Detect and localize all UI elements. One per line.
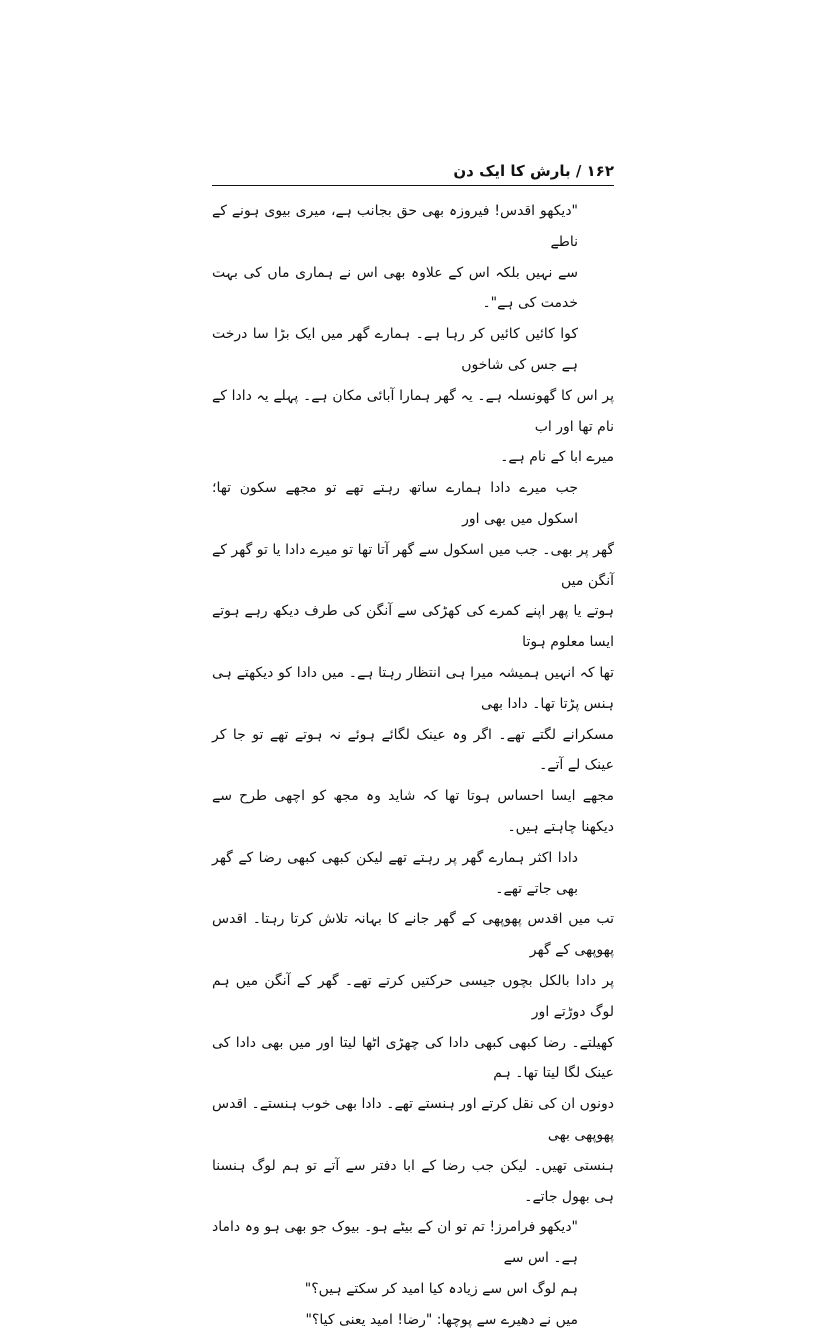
text-line: دونوں ان کی نقل کرتے اور ہنستے تھے۔ دادا بھی خوب ہنستے۔ اقدس پھوپھی بھی <box>212 1096 614 1143</box>
paragraph <box>212 319 614 473</box>
text-line: پر اس کا گھونسلہ ہے۔ یہ گھر ہمارا آبائی مکان ہے۔ پہلے یہ دادا کے نام تھا اور اب <box>212 387 614 435</box>
text-line: جب میرے دادا ہمارے ساتھ رہتے تھے تو مجھے سکون تھا؛ اسکول میں بھی اور <box>212 480 578 527</box>
text-line: "دیکھو اقدس! فیروزہ بھی حق بجانب ہے، میری بیوی ہونے کے ناطے <box>212 203 578 250</box>
text-line: دادا اکثر ہمارے گھر پر رہتے تھے لیکن کبھی کبھی رضا کے گھر بھی جاتے تھے۔ <box>212 849 578 897</box>
body-text <box>212 196 614 1335</box>
text-line: سے نہیں بلکہ اس کے علاوہ بھی اس نے ہماری ماں کی بہت خدمت کی ہے"۔ <box>212 264 578 312</box>
paragraph <box>212 1212 614 1304</box>
text-line: ہنستی تھیں۔ لیکن جب رضا کے ابا دفتر سے آتے تو ہم لوگ ہنسنا ہی بھول جاتے۔ <box>212 1157 614 1205</box>
page-number-and-title: ۱۶۲ / بارش کا ایک دن <box>453 162 614 180</box>
text-line: گھر پر بھی۔ جب میں اسکول سے گھر آتا تھا تو میرے دادا یا تو گھر کے آنگن میں <box>212 541 614 589</box>
text-line: کھیلتے۔ رضا کبھی کبھی دادا کی چھڑی اٹھا لیتا اور میں بھی دادا کی عینک لگا لیتا تھا۔ ہم <box>212 1034 614 1082</box>
text-line: کوا کائیں کائیں کر رہا ہے۔ ہمارے گھر میں ایک بڑا سا درخت ہے جس کی شاخوں <box>212 326 578 373</box>
text-line: "دیکھو فرامرز! تم تو ان کے بیٹے ہو۔ بیوک جو بھی ہو وہ داماد ہے۔ اس سے <box>212 1219 578 1267</box>
text-line: پر دادا بالکل بچوں جیسی حرکتیں کرتے تھے۔ گھر کے آنگن میں ہم لوگ دوڑتے اور <box>212 972 614 1020</box>
text-line: میرے ابا کے نام ہے۔ <box>500 449 614 466</box>
text-line: ہم لوگ اس سے زیادہ کیا امید کر سکتے ہیں؟" <box>304 1280 578 1297</box>
text-line: تھا کہ انہیں ہمیشہ میرا ہی انتظار رہتا ہے۔ میں دادا کو دیکھتے ہی ہنس پڑتا تھا۔ دادا بھی <box>212 664 614 712</box>
text-line: مسکرانے لگتے تھے۔ اگر وہ عینک لگائے ہوئے نہ ہوتے تھے تو جا کر عینک لے آتے۔ <box>212 726 614 774</box>
text-line: میں نے دھیرے سے پوچھا: "رضا! امید یعنی کیا؟" <box>305 1311 578 1328</box>
text-line: مجھے ایسا احساس ہوتا تھا کہ شاید وہ مجھ کو اچھی طرح سے دیکھنا چاہتے ہیں۔ <box>212 788 614 835</box>
paragraph <box>212 473 614 843</box>
paragraph <box>212 843 614 1213</box>
paragraph <box>212 196 614 319</box>
text-line: ہوتے یا پھر اپنے کمرے کی کھڑکی سے آنگن کی طرف دیکھ رہے ہوتے ایسا معلوم ہوتا <box>212 603 614 651</box>
paragraph <box>212 1305 614 1335</box>
page-header <box>212 160 614 186</box>
text-line: تب میں اقدس پھوپھی کے گھر جانے کا بہانہ تلاش کرتا رہتا۔ اقدس پھوپھی کے گھر <box>212 911 614 959</box>
header-rule <box>212 185 614 186</box>
